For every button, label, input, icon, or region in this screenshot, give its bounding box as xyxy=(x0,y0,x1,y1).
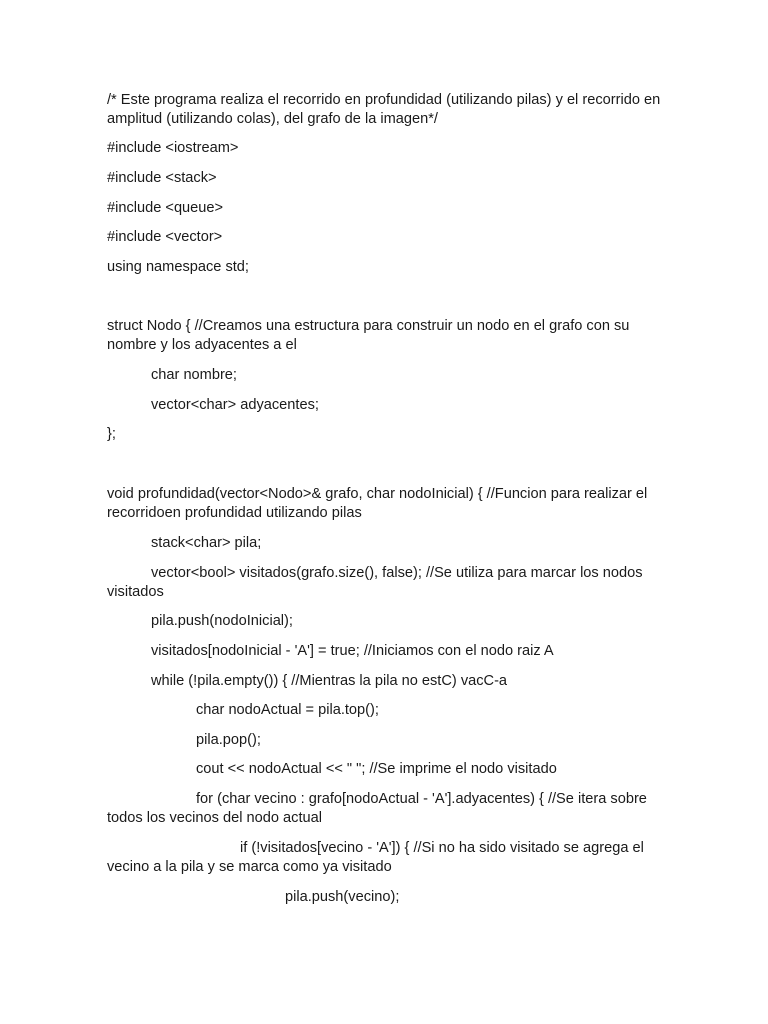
using-namespace-line: using namespace std; xyxy=(107,259,249,275)
nodo-actual-line: char nodoActual = pila.top(); xyxy=(196,702,379,718)
struct-field-nombre: char nombre; xyxy=(151,367,237,383)
struct-nodo-line: struct Nodo { //Creamos una estructura para construir un nodo en el grafo con su nombre y los adyacentes a el xyxy=(107,318,630,353)
if-not-visitado-line: if (!visitados[vecino - 'A']) { //Si no ha sido visitado se agrega el vecino a la pila y se marca como ya visitado xyxy=(107,840,644,875)
pila-pop-line: pila.pop(); xyxy=(196,732,261,748)
visitados-initial-line: visitados[nodoInicial - 'A'] = true; //Iniciamos con el nodo raiz A xyxy=(151,643,554,659)
pila-push-initial-line: pila.push(nodoInicial); xyxy=(151,613,293,629)
struct-field-adyacentes: vector<char> adyacentes; xyxy=(151,397,319,413)
include-vector-line: #include <vector> xyxy=(107,229,223,245)
struct-close-line: }; xyxy=(107,426,116,442)
header-comment: /* Este programa realiza el recorrido en profundidad (utilizando pilas) y el recorrido en amplitud (utilizando colas), del grafo de la imagen*/ xyxy=(107,92,661,127)
stack-decl-line: stack<char> pila; xyxy=(151,535,262,551)
include-stack-line: #include <stack> xyxy=(107,170,217,186)
visitados-decl-line: vector<bool> visitados(grafo.size(), false); //Se utiliza para marcar los nodos visitados xyxy=(107,565,643,600)
while-loop-line: while (!pila.empty()) { //Mientras la pila no estC) vacC-a xyxy=(151,673,508,689)
function-profundidad-line: void profundidad(vector<Nodo>& grafo, char nodoInicial) { //Funcion para realizar el recorridoen profundidad utilizando pilas xyxy=(107,486,648,521)
pila-push-vecino-line: pila.push(vecino); xyxy=(285,889,400,905)
include-queue-line: #include <queue> xyxy=(107,200,224,216)
cout-line: cout << nodoActual << " "; //Se imprime el nodo visitado xyxy=(196,761,557,777)
include-iostream-line: #include <iostream> xyxy=(107,140,239,156)
for-loop-line: for (char vecino : grafo[nodoActual - 'A'].adyacentes) { //Se itera sobre todos los vecinos del nodo actual xyxy=(107,791,647,826)
